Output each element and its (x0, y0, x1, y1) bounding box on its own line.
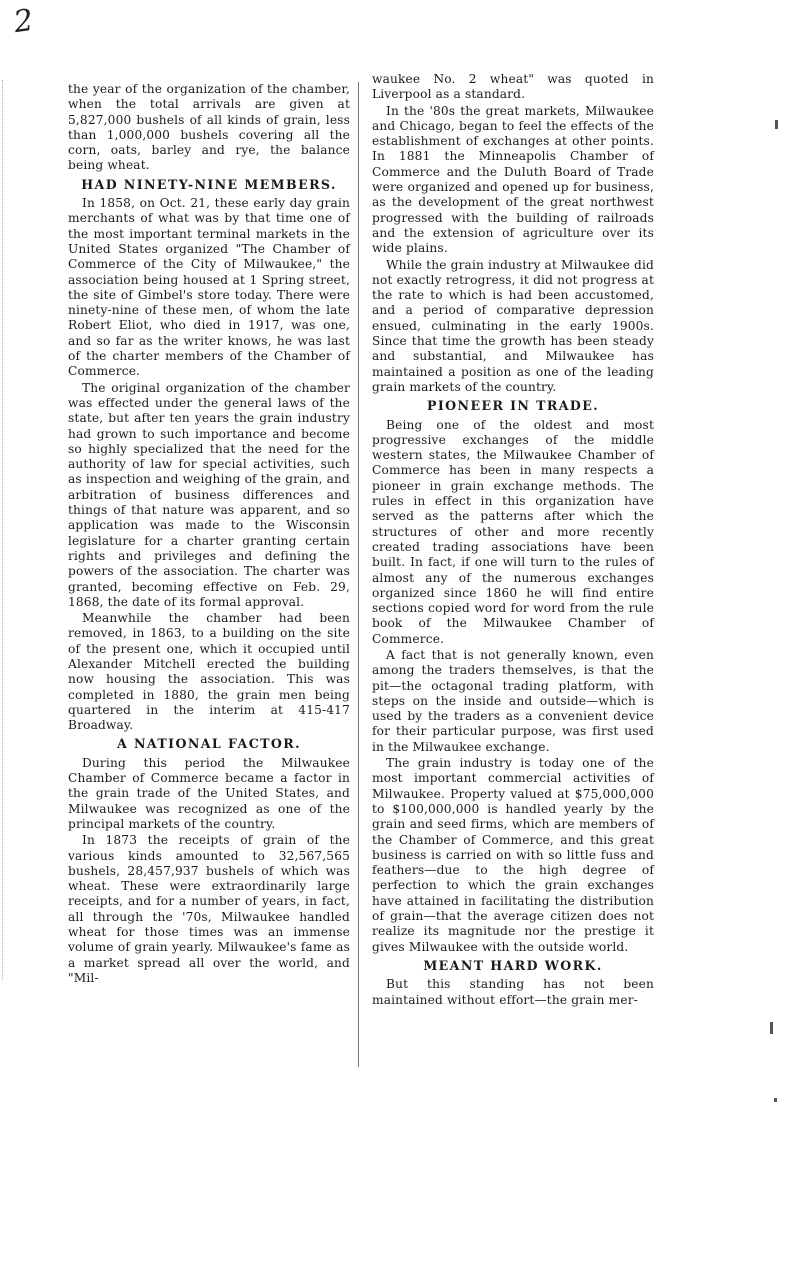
paragraph: In the '80s the great markets, Milwaukee and Chicago, began to feel the effects of the establishment of exchanges at other points. In 1881 the Minneapolis Chamber of Commerce and the Duluth Board of Trade were organized and opened up for business, as the development of the great northwest progressed with the building of railroads and the extension of agriculture over its wide plains. (372, 103, 654, 256)
paragraph: During this period the Milwaukee Chamber of Commerce became a factor in the grain trade of the United States, and Milwaukee was recognized as one of the principal markets of the country. (68, 755, 350, 831)
subheading-pioneer-in-trade: PIONEER IN TRADE. (427, 398, 599, 414)
subheading-meant-hard-work: MEANT HARD WORK. (423, 957, 603, 973)
margin-mark (774, 1098, 777, 1102)
handwritten-page-number: 2 (11, 2, 36, 41)
left-column (68, 82, 350, 987)
paragraph: A fact that is not generally known, even among the traders themselves, is that the pit—the octagonal trading platform, with steps on the inside and outside—which is used by the traders as a convenient device for their particular purpose, was first used in the Milwaukee exchange. (372, 647, 654, 754)
paragraph: Meanwhile the chamber had been removed, in 1863, to a building on the site of the present one, which it occupied until Alexander Mitchell erected the building now housing the association. This was completed in 1880, the grain men being quartered in the interim at 415-417 Broadway. (68, 611, 350, 733)
margin-mark (770, 1022, 773, 1034)
subheading-a-national-factor: A NATIONAL FACTOR. (117, 736, 301, 752)
newspaper-clipping (62, 72, 662, 1082)
paragraph: In 1873 the receipts of grain of the various kinds amounted to 32,567,565 bushels, 28,457,937 bushels of which was wheat. These were extraordinarily large receipts, and for a number of years, in fact, all through the '70s, Milwaukee handled wheat for those times was an immense volume of grain yearly. Milwaukee's fame as a market spread all over the world, and "Mil- (68, 833, 350, 985)
paragraph: Being one of the oldest and most progressive exchanges of the middle western states, the Milwaukee Chamber of Commerce has been in many respects a pioneer in grain exchange methods. The rules in effect in this organization have served as the patterns after which the structures of other and more recently created trading associations have been built. In fact, if one will turn to the rules of almost any of the numerous exchanges organized since 1860 he will find entire sections copied word for word from the rule book of the Milwaukee Chamber of Commerce. (372, 417, 654, 646)
column-divider (358, 82, 359, 1067)
paragraph: In 1858, on Oct. 21, these early day grain merchants of what was by that time one of the most important terminal markets in the United States organized "The Chamber of Commerce of the City of Milwaukee," the association being housed at 1 Spring street, the site of Gimbel's store today. There were ninety-nine of these men, of whom the late Robert Eliot, who died in 1917, was one, and so far as the writer knows, he was last of the charter members of the Chamber of Commerce. (68, 196, 350, 379)
subheading-had-ninety-nine-members: HAD NINETY-NINE MEMBERS. (81, 176, 337, 192)
paragraph: waukee No. 2 wheat" was quoted in Liverpool as a standard. (372, 72, 654, 102)
margin-mark (775, 120, 778, 129)
paragraph: But this standing has not been maintained without effort—the grain mer- (372, 977, 654, 1007)
paragraph: While the grain industry at Milwaukee did not exactly retrogress, it did not progress at the rate to which is had been accustomed, and a period of comparative depression ensued, culminating in the early 1900s. Since that time the growth has been steady and substantial, and Milwaukee has maintained a position as one of the leading grain markets of the country. (372, 257, 654, 394)
paragraph: The grain industry is today one of the most important commercial activities of Milwaukee. Property valued at $75,000,000 to $100,000,000 is handled yearly by the grain and seed firms, which are members of the Chamber of Commerce, and this great business is carried on with so little fuss and feathers—due to the high degree of perfection to which the grain exchanges have attained in facilitating the distribution of grain—that the average citizen does not realize its magnitude nor the prestige it gives Milwaukee with the outside world. (372, 756, 654, 954)
right-column (372, 72, 654, 1009)
scan-edge (2, 80, 3, 980)
paragraph: The original organization of the chamber was effected under the general laws of the state, but after ten years the grain industry had grown to such importance and become so highly specialized that the need for the authority of law for special activities, such as inspection and weighing of the grain, and arbitration of business differences and things of that nature was apparent, and so application was made to the Wisconsin legislature for a charter granting certain rights and privileges and defining the powers of the association. The charter was granted, becoming effective on Feb. 29, 1868, the date of its formal approval. (68, 380, 350, 609)
paragraph: the year of the organization of the chamber, when the total arrivals are given at 5,827,000 bushels of all kinds of grain, less than 1,000,000 bushels covering all the corn, oats, barley and rye, the balance being wheat. (68, 82, 350, 173)
